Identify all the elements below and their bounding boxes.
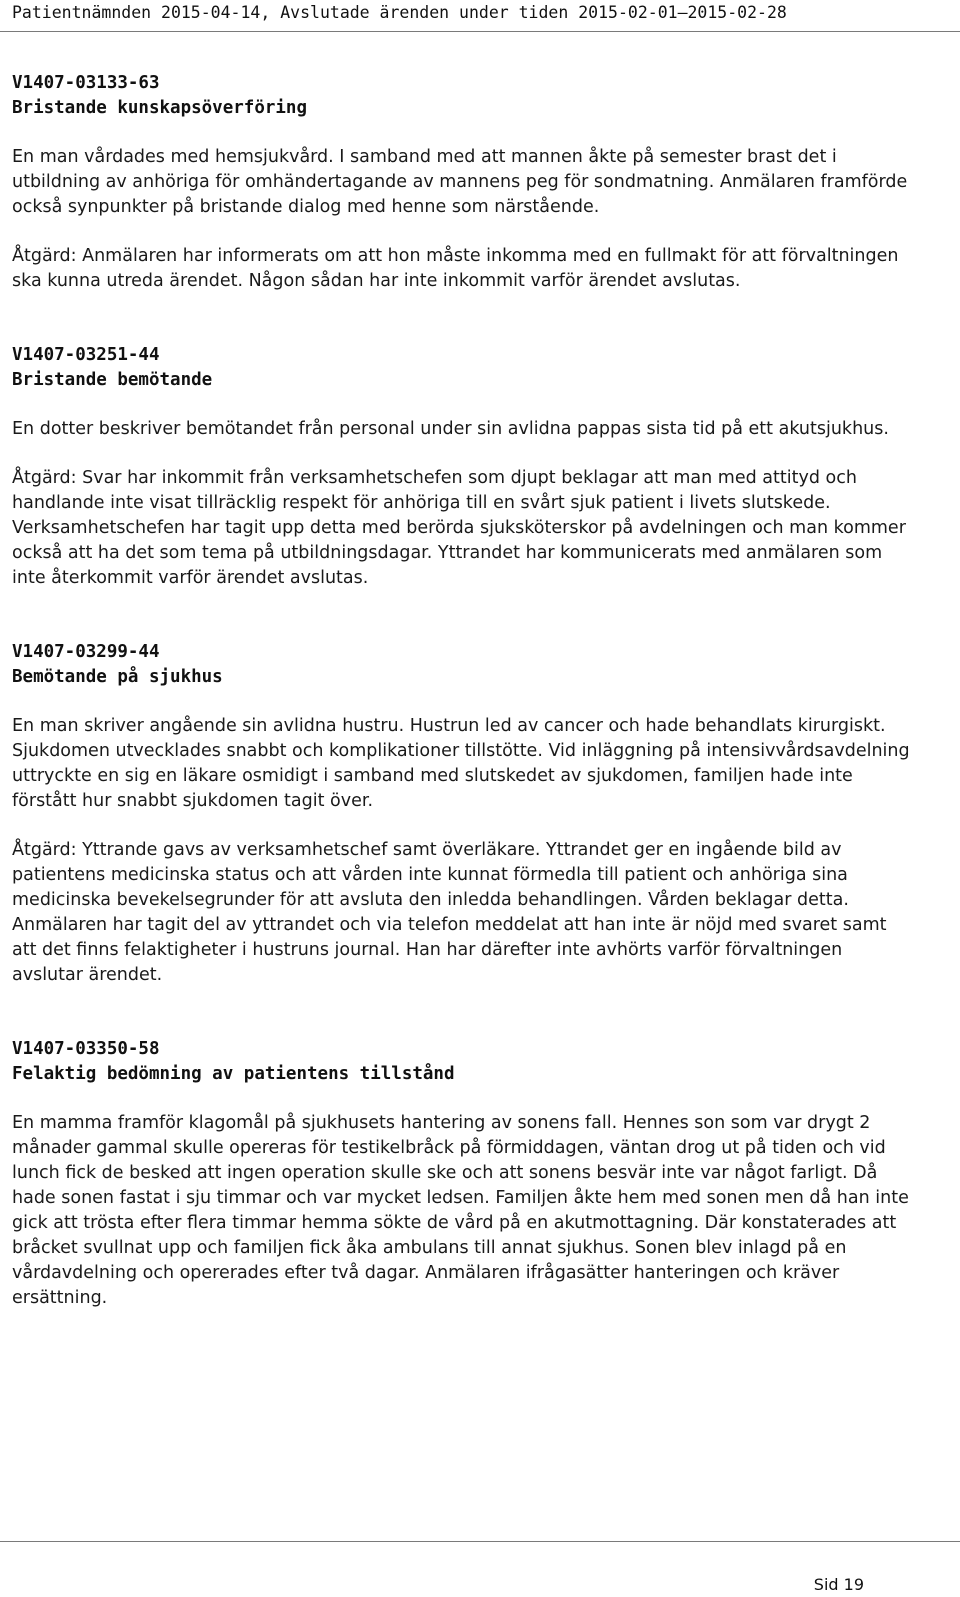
case-action: Åtgärd: Svar har inkommit från verksamhetschefen som djupt beklagar att man med attityd och handlande inte visat tillräcklig respekt för anhöriga till en svårt sjuk patient i livets slutskede. Verksamhetschefen har tagit upp detta med berörda sjuksköterskor på avdelningen och man kommer också att ha det som tema på utbildningsdagar. Yttrandet har kommunicerats med anmälaren som inte återkommit varför ärendet avslutas.	[12, 468, 906, 588]
case-title: Bristande bemötande	[12, 370, 213, 390]
case-entry	[12, 71, 912, 294]
case-title: Bemötande på sjukhus	[12, 667, 223, 687]
case-action: Åtgärd: Yttrande gavs av verksamhetschef samt överläkare. Yttrandet ger en ingående bild av patientens medicinska status och att vården inte kunnat förmedla till patient och anhöriga sina medicinska bevekelsegrunder för att avsluta den inledda behandlingen. Vården beklagar detta. Anmälaren har tagit del av yttrandet och via telefon meddelat att han inte är nöjd med svaret samt att det finns felaktigheter i hustruns journal. Han har därefter inte avhörts varför förvaltningen avslutar ärendet.	[12, 840, 887, 985]
case-id: V1407-03133-63	[12, 73, 160, 93]
header-divider	[0, 31, 960, 32]
case-entry	[12, 1037, 912, 1311]
case-id: V1407-03251-44	[12, 345, 160, 365]
page-number: Sid 19	[813, 1575, 864, 1594]
case-description: En mamma framför klagomål på sjukhusets hantering av sonens fall. Hennes son som var drygt 2 månader gammal skulle opereras för testikelbråck på förmiddagen, väntan drog ut på tiden och vid lunch fick de besked att ingen operation skulle ske och att sonens besvär inte var något farligt. Då hade sonen fastat i sju timmar och var mycket ledsen. Familjen åkte hem med sonen men då han inte gick att trösta efter flera timmar hemma sökte de vård på en akutmottagning. Där konstaterades att bråcket svullnat upp och familjen fick åka ambulans till annat sjukhus. Sonen blev inlagd på en vårdavdelning och opererades efter två dagar. Anmälaren ifrågasätter hanteringen och kräver ersättning.	[12, 1113, 909, 1308]
case-id: V1407-03350-58	[12, 1039, 160, 1059]
case-id: V1407-03299-44	[12, 642, 160, 662]
case-entry	[12, 343, 912, 591]
case-title: Felaktig bedömning av patientens tillstånd	[12, 1064, 455, 1084]
case-description: En dotter beskriver bemötandet från personal under sin avlidna pappas sista tid på ett akutsjukhus.	[12, 419, 889, 439]
case-entry	[12, 640, 912, 988]
case-description: En man skriver angående sin avlidna hustru. Hustrun led av cancer och hade behandlats kirurgiskt. Sjukdomen utvecklades snabbt och komplikationer tillstötte. Vid inläggning på intensivvårdsavdelning uttryckte en sig en läkare osmidigt i samband med slutskedet av sjukdomen, familjen hade inte förstått hur snabbt sjukdomen tagit över.	[12, 716, 910, 811]
case-description: En man vårdades med hemsjukvård. I samband med att mannen åkte på semester brast det i utbildning av anhöriga för omhändertagande av mannens peg för sondmatning. Anmälaren framförde också synpunkter på bristande dialog med henne som närstående.	[12, 147, 908, 217]
case-action: Åtgärd: Anmälaren har informerats om att hon måste inkomma med en fullmakt för att förvaltningen ska kunna utreda ärendet. Någon sådan har inte inkommit varför ärendet avslutas.	[12, 246, 899, 291]
document-body	[12, 71, 912, 1360]
case-title: Bristande kunskapsöverföring	[12, 98, 308, 118]
footer-divider	[0, 1541, 960, 1542]
page-header: Patientnämnden 2015-04-14, Avslutade ärenden under tiden 2015-02-01—2015-02-28	[12, 3, 787, 22]
